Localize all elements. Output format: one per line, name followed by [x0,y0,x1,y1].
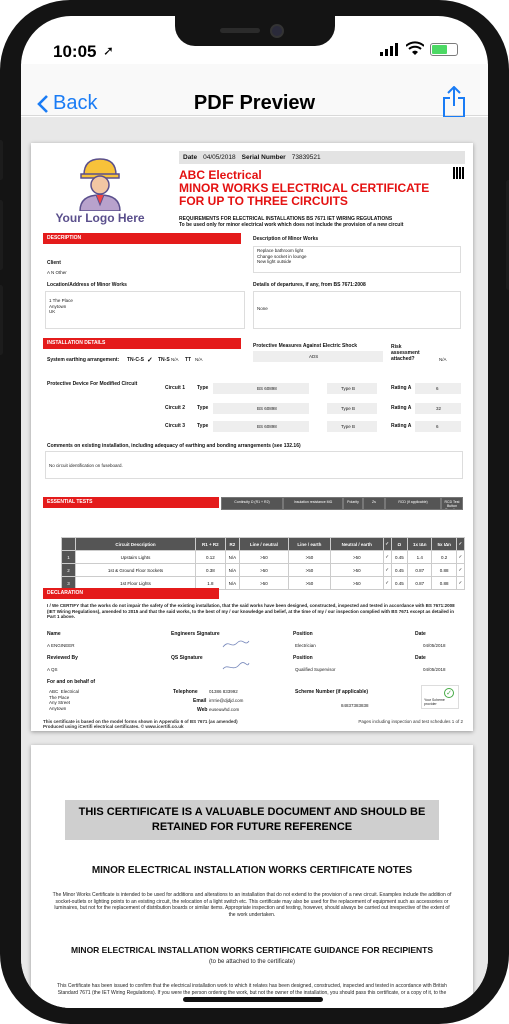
circuit-label: Circuit 3 [165,423,186,429]
telephone-label: Telephone [173,689,198,695]
protective-measures-label: Protective Measures Against Electric Shock [253,343,358,349]
name-label: Name [47,631,61,637]
logo-text: Your Logo Here [55,211,145,225]
logo-placeholder [45,153,155,233]
volume-up-button [0,200,3,270]
risk-value: N/A [439,357,447,362]
table-cell: >50 [330,551,383,564]
tests-table [61,537,465,590]
date-value-2: 04/05/2018 [423,643,446,648]
date-value: 04/05/2018 [203,154,236,161]
notes-text: The Minor Works Certificate is intended to be used for additions and alterations to an installation that do not extend to the provision of a new circuit. Examples include the addition of socket-outlets or lighting points to an existing circuit, the relocation of a light switch etc. This certificate may also be used for the replacement of equipment such as accessories or luminaires, but not for the replacement of distribution boards or similar items. Appropriate inspection and testing, however, should always be carried out irrespective of the extent of the work undertaken. [52,892,452,918]
tests-group-header: RCD Test Button Function [441,497,463,510]
tns-option: TN-S [158,357,170,363]
footer-line-2: Produced using iCertifi electrical certificates. © www.icertifi.co.uk [43,724,184,729]
requirements-line-1: REQUIREMENTS FOR ELECTRICAL INSTALLATIONS BS 7671 IET WIRING REGULATIONS [179,216,393,222]
location-arrow-icon: ➚ [103,43,114,58]
qs-signature-label: QS Signature [171,655,203,661]
table-cell: 1.8 [196,577,226,590]
departures-value: None [257,306,268,311]
qr-code [453,167,465,179]
share-icon[interactable] [442,86,466,118]
table-cell: 1st & Ground Floor Sockets [76,564,196,577]
company-name: ABC Electrical [179,168,262,182]
table-cell: 1 [62,551,76,564]
tt-value: N/A [195,357,203,362]
back-label: Back [53,92,98,114]
table-cell: 1.4 [408,551,432,564]
tests-column-header: ✓ [456,538,464,551]
table-cell: >50 [330,564,383,577]
header-bar [179,151,465,164]
screen [21,16,488,1008]
tncs-option: TN-C-S [127,357,144,363]
volume-down-button [0,285,3,355]
table-cell: >50 [330,577,383,590]
tests-column-header: 1x IΔn [408,538,432,551]
table-cell: 0.2 [432,551,456,564]
table-cell: 0.45 [391,551,407,564]
date-value-3: 04/05/2018 [423,667,446,672]
page-title: PDF Preview [193,92,316,114]
location-box [45,291,245,329]
scheme-label: Scheme Number (if applicable) [295,689,369,695]
circuit-type: Type B [341,424,356,429]
description-label: Description of Minor Works [253,236,319,242]
table-cell: N/A [225,551,239,564]
serial-value: 73839521 [291,154,321,161]
circuit-rating-label: Rating A [391,423,412,429]
tt-option: TT [185,357,192,363]
declaration-section-header: DECLARATION [43,588,219,599]
title-line-2: FOR UP TO THREE CIRCUITS [179,194,348,208]
departures-label: Details of departures, if any, from BS 7671:2008 [253,282,366,288]
table-cell: 0.45 [391,577,407,590]
table-cell: ✓ [456,577,464,590]
tests-group-header: Continuity Ω (R1 + R2) [221,497,283,510]
circuit-type: Type B [341,406,356,411]
table-cell: 2 [62,564,76,577]
tests-group-header: Polarity [343,497,363,510]
table-cell: 0.12 [196,551,226,564]
circuit-label: Circuit 1 [165,385,186,391]
circuit-type-label: Type [197,385,209,391]
table-cell: >50 [240,577,289,590]
tests-section-header: ESSENTIAL TESTS [43,497,219,508]
circuit-label: Circuit 2 [165,405,186,411]
table-cell: 1st Floor Lights [76,577,196,590]
circuit-type-label: Type [197,423,209,429]
table-cell: ✓ [383,551,391,564]
reviewed-by-value: A QS [47,667,58,672]
scheme-provider-badge [421,685,459,709]
table-cell: >50 [288,564,330,577]
page-count: Pages including inspection and test schedules 1 of 2 [358,719,463,724]
circuit-rating-label: Rating A [391,405,412,411]
circuit-type-label: Type [197,405,209,411]
check-circle-icon: ✓ [444,688,454,698]
table-cell: 0.38 [196,564,226,577]
circuit-rating: 6 [436,424,439,429]
cellular-signal-icon [380,43,400,56]
engineer-signature-label: Engineers Signature [171,631,220,637]
tests-group-header: RCD (if applicable) [385,497,441,510]
name-value: A ENGINEER [47,643,75,648]
guidance-subtitle: (to be attached to the certificate) [208,959,296,965]
email-value: irrrrie@djdjd.com [209,698,244,703]
location-value: 1 The Place Anytown UK [49,298,73,314]
tncs-check-icon: ✓ [147,357,153,364]
protective-measures-value: ADS [309,354,319,359]
circuit-standard: BS 60898 [257,424,277,429]
mute-switch [0,140,3,180]
installation-section-header: INSTALLATION DETAILS [43,338,241,349]
tests-column-header: ✓ [383,538,391,551]
table-cell: >50 [240,564,289,577]
tests-column-header: 5x IΔn [432,538,456,551]
circuit-rating: 32 [436,406,442,411]
tests-group-header: Insulation resistance MΩ [283,497,343,510]
certificate-page-2 [31,745,473,1008]
circuit-standard: BS 60898 [257,406,277,411]
scheme-provider-text: Your Scheme provider [424,698,445,706]
table-cell: >50 [288,551,330,564]
date-label-2: Date [415,631,426,637]
footer-line-1: This certificate is based on the model forms shown in Appendix 6 of BS 7671 (as amended) [43,719,238,724]
date-label: Date [183,154,198,161]
tests-column-header: Circuit Description [76,538,196,551]
certificate-title [179,169,429,208]
notch [175,16,335,46]
reviewed-by-label: Reviewed By [47,655,78,661]
comments-value: No circuit identification on fuseboard. [49,463,123,468]
tests-column-header: Neutral / earth [330,538,383,551]
circuit-rating: 6 [436,386,439,391]
position-label-2: Position [293,655,313,661]
table-cell: ✓ [383,564,391,577]
footer-left [43,719,238,729]
home-indicator[interactable] [183,997,323,1002]
table-cell: Upstairs Lights [76,551,196,564]
location-label: Location/Address of Minor Works [47,282,127,288]
behalf-label: For and on behalf of [47,679,96,685]
table-cell: ✓ [456,551,464,564]
description-section-header: DESCRIPTION [43,233,241,244]
table-cell: N/A [225,564,239,577]
declaration-text: I / We CERTIFY that the works do not impair the safety of the existing installation, that the said works have been designed, constructed, inspected and tested in accordance with BS 7671:2008 (IET Wiring Regulations), amended to 2015 and that the said works, to the best of my / our knowledge and belief, at the time of my / our inspection complied with BS 7671 except as detailed in Part 1 above. [47,603,455,619]
retain-banner: THIS CERTIFICATE IS A VALUABLE DOCUMENT AND SHOULD BE RETAINED FOR FUTURE REFERENCE [65,800,439,840]
tests-column-header: R1 + R2 [196,538,226,551]
title-line-1: MINOR WORKS ELECTRICAL CERTIFICATE [179,181,430,195]
table-cell: N/A [225,577,239,590]
table-cell: 3 [62,577,76,590]
circuit-standard: BS 60898 [257,386,277,391]
clock: 10:05 [53,42,97,61]
tests-column-header: Line / neutral [240,538,289,551]
table-cell: >50 [288,577,330,590]
description-value: Replace bathroom light Change socket in lounge New light outside [257,248,307,264]
tests-column-header: R2 [225,538,239,551]
position-value-1: Electrician [295,643,316,648]
protective-device-label: Protective Device For Modified Circuit [47,381,138,387]
tns-value: N/A [171,357,179,362]
table-cell: 0.45 [391,564,407,577]
requirements-line-2: To be used only for minor electrical work which does not include the provision of a new circuit [179,222,404,228]
scheme-value: 84837383838 [341,703,369,708]
table-cell: >50 [240,551,289,564]
earthing-label: System earthing arrangement: [47,357,120,363]
battery-icon [430,43,458,56]
wifi-icon [406,41,424,56]
position-value-2: Qualified Supervisor [295,667,336,672]
tests-column-header: Line / earth [288,538,330,551]
qs-signature [221,660,251,674]
email-label: Email [193,698,207,704]
telephone-value: 01386 833992 [209,689,238,694]
departures-box [253,291,461,329]
table-cell: 0.87 [408,577,432,590]
web-label: Web [197,707,208,713]
pdf-viewer[interactable] [21,117,488,1008]
guidance-text: This Certificate has been issued to confirm that the electrical installation work to which it relates has been designed, constructed, inspected and tested in accordance with British Standard 7671 (the IET Wiring Regulations). If you were the person ordering the work, but not the owner of the installation, you should pass this certificate, or a copy of it, to the [57,983,447,996]
date-label-3: Date [415,655,426,661]
table-cell: 0.87 [408,564,432,577]
notes-title: MINOR ELECTRICAL INSTALLATION WORKS CERTIFICATE NOTES [91,865,413,876]
circuit-type: Type B [341,386,356,391]
engineer-signature [221,637,251,651]
table-cell: 0.88 [432,564,456,577]
client-label: Client [47,260,61,266]
requirements-text [179,216,403,228]
behalf-value: ABC Electrical The Place Any Street Anytown [49,689,80,711]
engineer-avatar-icon [74,155,126,211]
web-value: euseuwhd.com [209,707,240,712]
table-cell: 0.88 [432,577,456,590]
guidance-title: MINOR ELECTRICAL INSTALLATION WORKS CERTIFICATE GUIDANCE FOR RECIPIENTS [70,945,434,955]
tests-group-header: Zs [363,497,385,510]
risk-label: Risk assessment attached? [391,344,420,362]
position-label: Position [293,631,313,637]
table-row [62,551,465,564]
certificate-page-1 [31,143,473,731]
table-cell: ✓ [383,577,391,590]
navigation-bar [21,64,488,116]
row-number-header [62,538,76,551]
comments-label: Comments on existing installation, including adequacy of earthing and bonding arrangements (see 132.16) [47,443,301,449]
table-row [62,564,465,577]
tests-column-header: Ω [391,538,407,551]
serial-label: Serial Number [241,154,286,161]
client-value: A N Other [47,270,67,275]
table-cell: ✓ [456,564,464,577]
circuit-rating-label: Rating A [391,385,412,391]
